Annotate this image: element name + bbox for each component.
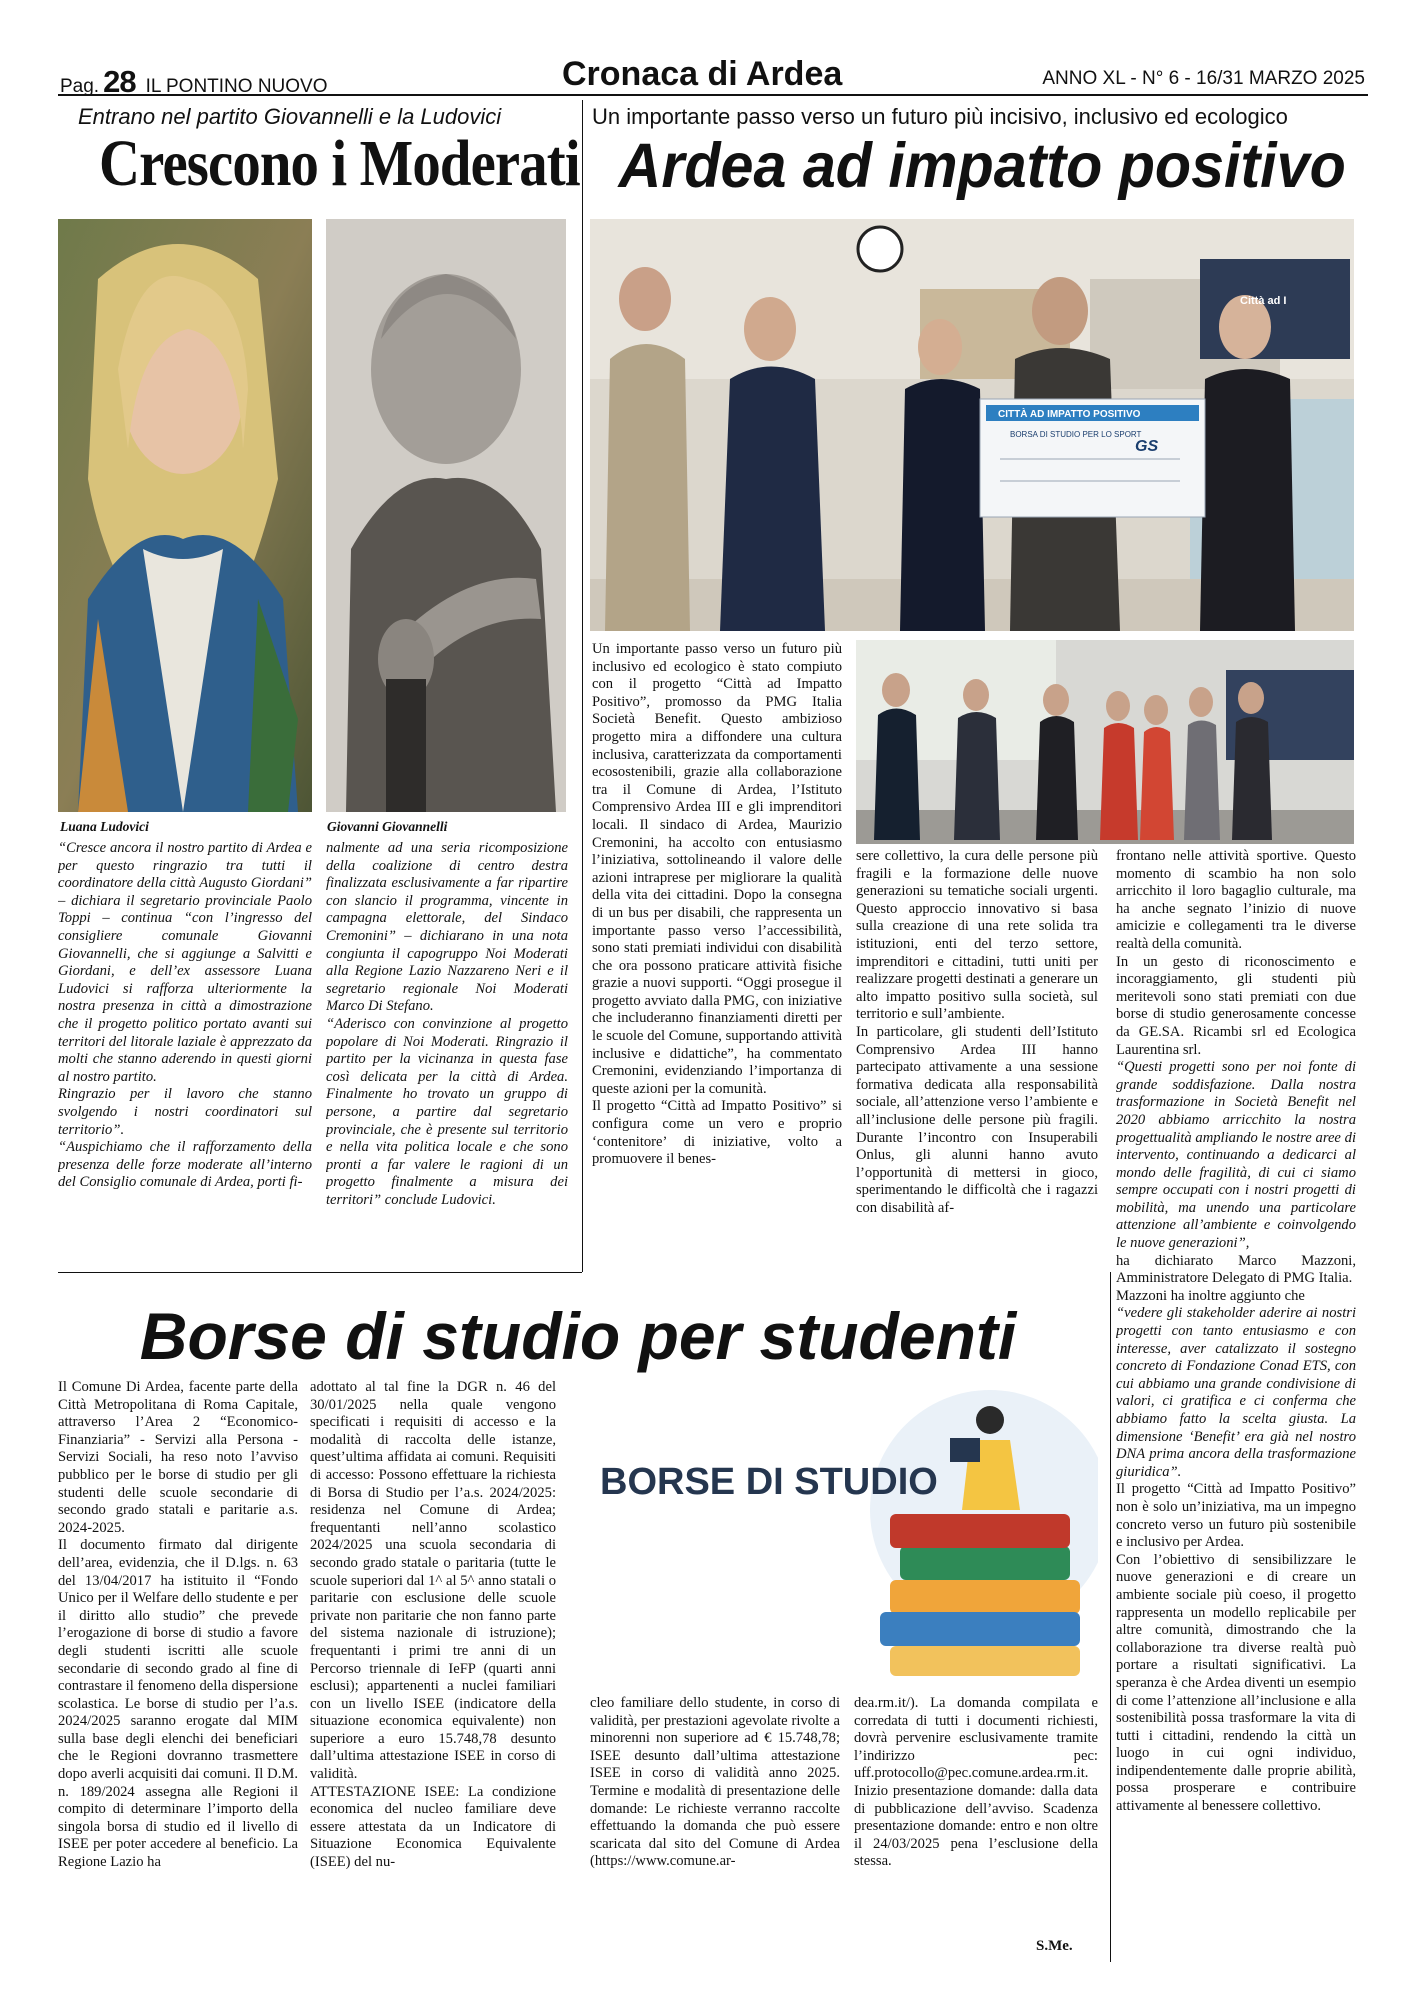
moderati-paragraph: “Auspichiamo che il rafforzamento della presenza delle forze moderate all’interno del Consiglio comunale di Ardea, porti fi-	[58, 1139, 312, 1191]
moderati-kicker: Entrano nel partito Giovannelli e la Ludovici	[78, 104, 502, 129]
caption-giovanni: Giovanni Giovannelli	[327, 819, 448, 834]
impatto-kicker: Un importante passo verso un futuro più incisivo, inclusivo ed ecologico	[592, 104, 1288, 129]
borse-column-2	[310, 1379, 556, 1961]
photo-insuperabili	[856, 640, 1354, 844]
moderati-paragraph: Ringrazio per il lavoro che stanno svolgendo i nostri coordinatori sul territorio”.	[58, 1086, 312, 1138]
photo-giovanni-giovannelli	[326, 219, 566, 812]
moderati-paragraph: “Cresce ancora il nostro partito di Ardea e per questo ringrazio tra tutti il coordinatore della città Augusto Giordani” – dichiara il segretario provinciale Paolo Toppi – continua “con l’ingresso del consigliere comunale Giovanni Giovannelli, che si aggiunge a Salvitti e Giordani, e dell’ex assessore Luana Ludovici si rafforza ulteriormente la nostra presenza in città a dimostrazione che il progetto politico portato avanti sui territori del litorale laziale è apprezzato da molti che stanno aderendo in questi giorni al nostro partito.	[58, 840, 312, 1085]
impatto-column-b	[856, 848, 1098, 1265]
impatto-column-c	[1116, 848, 1356, 1962]
borse-image-text: BORSE DI STUDIO	[600, 1461, 938, 1503]
section-title: Cronaca di Ardea	[562, 55, 843, 93]
photo-luana-ludovici	[58, 219, 312, 812]
group-photo-image	[856, 640, 1354, 844]
borse-paragraph: adottato al tal fine la DGR n. 46 del 30/01/2025 nella quale vengono specificati i requisiti di accesso e la modalità di raccolta delle istanze, quest’ultima affidata ai comuni. Requisiti di accesso: Possono effettuare la richiesta di Borsa di Studio per l’a.s. 2024/2025: residenza nel Comune di Ardea; frequentanti nell’anno scolastico 2024/2025 una scuola secondaria di secondo grado statale o paritaria (tutte le scuole superiori dal 1^ al 5^ anno statali o paritarie con esclusione delle scuole private non paritarie che non fanno parte del sistema nazionale di istruzione); frequentanti i primi tre anni di un Percorso triennale di IeFP (quarti anni esclusi); appartenenti a nuclei familiari con un livello ISEE (indicatore della situazione economica equivalente) non superiore a euro 15.748,78 desunto dall’ultima attestazione ISEE in corso di validità.	[310, 1379, 556, 1783]
borse-column-1	[58, 1379, 298, 1961]
page-label: Pag.	[60, 76, 100, 97]
portrait-woman-image	[58, 219, 312, 812]
borse-signature: S.Me.	[1036, 1938, 1073, 1954]
portrait-man-image	[326, 219, 566, 812]
impatto-paragraph: In un gesto di riconoscimento e incoraggiamento, gli studenti più meritevoli sono stati premiati con due borse di studio generosamente concesse da GE.SA. Ricambi srl ed Ecologica Laurentina srl.	[1116, 953, 1356, 1058]
borse-column-3	[590, 1695, 840, 1957]
impatto-paragraph: ha dichiarato Marco Mazzoni, Amministratore Delegato di PMG Italia.	[1116, 1252, 1356, 1287]
divider-horizontal-left	[58, 1272, 582, 1273]
impatto-column-a	[592, 641, 842, 1265]
impatto-paragraph: In particolare, gli studenti dell’Istituto Comprensivo Ardea III hanno partecipato attivamente a una sessione formativa dedicata alla responsabilità sociale, all’attenzione verso l’ambiente e all’inclusione delle persone più fragili. Durante l’incontro con Insuperabili Onlus, gli alunni hanno avuto l’opportunità di mettersi in gioco, sperimentando le difficoltà che i ragazzi con disabilità af-	[856, 1023, 1098, 1216]
cheque-title: CITTÀ AD IMPATTO POSITIVO	[998, 409, 1141, 420]
borse-paragraph: ATTESTAZIONE ISEE: La condizione economica del nucleo familiare deve essere attestata da un Indicatore di Situazione Economica Equivalente (ISEE) del nu-	[310, 1783, 556, 1871]
moderati-paragraph: “Aderisco con convinzione al progetto popolare di Noi Moderati. Ringrazio il partito per la vicinanza in questa fase così delicata per la città di Ardea. Finalmente ho trovato un gruppo di persone, a partire dal segretario provinciale, che è presente sul territorio e nella vita politica locale e che sono pronti a far valere le ragioni di un progetto finalmente a misura dei territori” conclude Ludovici.	[326, 1015, 568, 1208]
moderati-column-2	[326, 840, 568, 1264]
borse-column-4	[854, 1695, 1098, 1945]
caption-luana: Luana Ludovici	[60, 819, 149, 834]
moderati-column-1	[58, 840, 312, 1264]
cheque-brand: GS	[1135, 438, 1159, 455]
divider-vertical-top	[582, 100, 583, 1272]
impatto-paragraph: Mazzoni ha inoltre aggiunto che	[1116, 1287, 1305, 1304]
photo-cheque-ceremony	[590, 219, 1354, 631]
header-rule	[58, 94, 1368, 96]
impatto-paragraph: Il progetto “Città ad Impatto Positivo” non è solo un’iniziativa, ma un impegno concreto verso un futuro più sostenibile e inclusivo per Ardea.	[1116, 1481, 1356, 1551]
borse-paragraph: Il Comune Di Ardea, facente parte della Città Metropolitana di Roma Capitale, attraverso l’Area 2 “Economico-Finanziaria” - Servizi alla Persona - Servizi Sociali, ha reso noto l’avviso pubblico per le borse di studio per gli studenti delle scuole secondarie di secondo grado statali e paritarie a.s. 2024-2025.	[58, 1379, 298, 1536]
impatto-paragraph: Con l’obiettivo di sensibilizzare le nuove generazioni e di creare un ambiente sociale più coeso, il progetto rappresenta un modello replicabile per altre comunità, dimostrando che la collaborazione tra diverse realtà può portare a risultati significativi. La speranza è che Ardea diventi un esempio di come l’attenzione all’inclusione e alla sostenibilità possa trasformare la vita di tutti i cittadini, rendendo la città un luogo in cui ogni individuo, indipendentemente dalle proprie abilità, possa prosperare e contribuire attivamente al benessere collettivo.	[1116, 1551, 1356, 1815]
page-number-block	[60, 64, 328, 98]
borse-paragraph: dea.rm.it/). La domanda compilata e corredata di tutti i documenti richiesti, dovrà pervenire esclusivamente tramite l’indirizzo pec: uff.protocollo@pec.comune.ardea.rm.it. Inizio presentazione domande: dalla data di pubblicazione dell’avviso. Scadenza presentazione domande: entro e non oltre il 24/03/2025 pena l’esclusione della stessa.	[854, 1695, 1098, 1870]
divider-vertical-bottom	[1110, 1272, 1111, 1962]
impatto-paragraph: Il progetto “Città ad Impatto Positivo” si configura come un vero e proprio ‘contenitore’ di iniziative, volto a promuovere il benes-	[592, 1098, 842, 1168]
borse-headline: Borse di studio per studenti	[139, 1299, 1017, 1373]
borse-paragraph: Il documento firmato dal dirigente dell’area, evidenzia, che il D.lgs. n. 63 del 13/04/2017 ha istituito il “Fondo Unico per il Welfare dello studente e per il diritto allo studio” che prevede l’erogazione di borse di studio a favore degli studenti iscritti alle scuole secondarie di secondo grado al fine di contrastare il fenomeno della dispersione scolastica. Le borse di studio per l’a.s. 2024/2025 saranno erogate dal MIM sulla base degli elenchi dei beneficiari che le Regioni dovranno trasmettere dopo averli acquisiti dai comuni. Il D.M. n. 189/2024 assegna alle Regioni il compito di determinare l’importo della singola borsa di studio ed il livello di ISEE per poter accedere al beneficio. La Regione Lazio ha	[58, 1537, 298, 1871]
moderati-paragraph: nalmente ad una seria ricomposizione della coalizione di centro destra finalizzata esclusivamente a far ripartire con slancio il programma, vincente in campagna elettorale, del Sindaco Cremonini” – dichiarano in una nota congiunta il capogruppo Noi Moderati alla Regione Lazio Nazzareno Neri e il segretario regionale Noi Moderati Marco Di Stefano.	[326, 840, 568, 1015]
page-number: 28	[103, 64, 136, 99]
cheque-subtitle: BORSA DI STUDIO PER LO SPORT	[1010, 430, 1142, 439]
impatto-quote: “Questi progetti sono per noi fonte di grande soddisfazione. Dalla nostra trasformazione in Società Benefit nel 2020 abbiamo arricchito la nostra progettualità ampliando le nostre aree di intervento, continuando a dedicarci al mondo delle fragilità, di cui ci siamo sempre occupati con i nostri progetti di mobilità, ma unendo una particolare attenzione all’ambiente e coinvolgendo le nuove generazioni”,	[1116, 1059, 1356, 1252]
moderati-headline: Crescono i Moderati	[99, 127, 580, 200]
borse-illustration	[590, 1380, 1098, 1680]
issue-info: ANNO XL - N° 6 - 16/31 MARZO 2025	[1042, 68, 1365, 89]
screen-text: Città ad I	[1240, 295, 1287, 307]
impatto-quote: “vedere gli stakeholder aderire ai nostri progetti con tanto entusiasmo e con interesse, aver catalizzato il sostegno concreto di Fondazione Conad ETS, con cui abbiamo una grande condivisione di valori, ci gratifica e ci conferma che abbiamo fatto la scelta giusta. La dimensione ‘Benefit’ era già nel nostro DNA prima ancora della trasformazione giuridica”.	[1116, 1305, 1356, 1480]
publication-name: IL PONTINO NUOVO	[145, 76, 328, 97]
impatto-paragraph: frontano nelle attività sportive. Questo momento di scambio ha non solo arricchito il loro bagaglio culturale, ma ha anche segnato l’inizio di nuove amicizie e collegamenti tra le diverse realtà della comunità.	[1116, 848, 1356, 952]
impatto-paragraph: Un importante passo verso un futuro più inclusivo ed ecologico è stato compiuto con il progetto “Città ad Impatto Positivo”, promosso da PMG Italia Società Benefit. Questo ambizioso progetto mira a diffondere una cultura inclusiva, caratterizzata da comportamenti ecosostenibili, grazie alla collaborazione tra il Comune di Ardea, l’Istituto Comprensivo Ardea III e gli imprenditori locali. Il sindaco di Ardea, Maurizio Cremonini, ha accolto con entusiasmo l’iniziativa, sottolineando il valore delle azioni intraprese per migliorare la qualità della vita dei cittadini. Dopo la consegna di un bus per disabili, che rappresenta un importante passo verso l’accessibilità, sono stati premiati individui con disabilità che ora possono praticare attività fisiche grazie a nuovi supporti. “Oggi prosegue il progetto avviato dalla PMG, con iniziative che includeranno finanziamenti diretti per le scuole del Comune, supportando attività inclusive e didattiche”, ha commentato Cremonini, evidenziando l’importanza di queste azioni per la comunità.	[592, 641, 842, 1097]
ceremony-image	[590, 219, 1354, 631]
books-image	[590, 1380, 1098, 1680]
impatto-headline: Ardea ad impatto positivo	[618, 131, 1346, 201]
borse-paragraph: cleo familiare dello studente, in corso di validità, per prestazioni agevolate rivolte a minorenni non superiore ad € 15.748,78; ISEE desunto dall’ultima attestazione ISEE in corso di validità anno 2025. Termine e modalità di presentazione delle domande: Le richieste verranno raccolte effettuando la domanda che può essere scaricata dal sito del Comune di Ardea (https://www.comune.ar-	[590, 1695, 840, 1870]
impatto-paragraph: sere collettivo, la cura delle persone più fragili e la formazione delle nuove generazioni su tematiche sociali urgenti. Questo approccio innovativo si basa sulla creazione di una rete solida tra istituzioni, enti del terzo settore, imprenditori e cittadini, tutti uniti per realizzare progetti destinati a generare un alto impatto positivo sulla società, sul territorio e sull’ambiente.	[856, 848, 1098, 1023]
